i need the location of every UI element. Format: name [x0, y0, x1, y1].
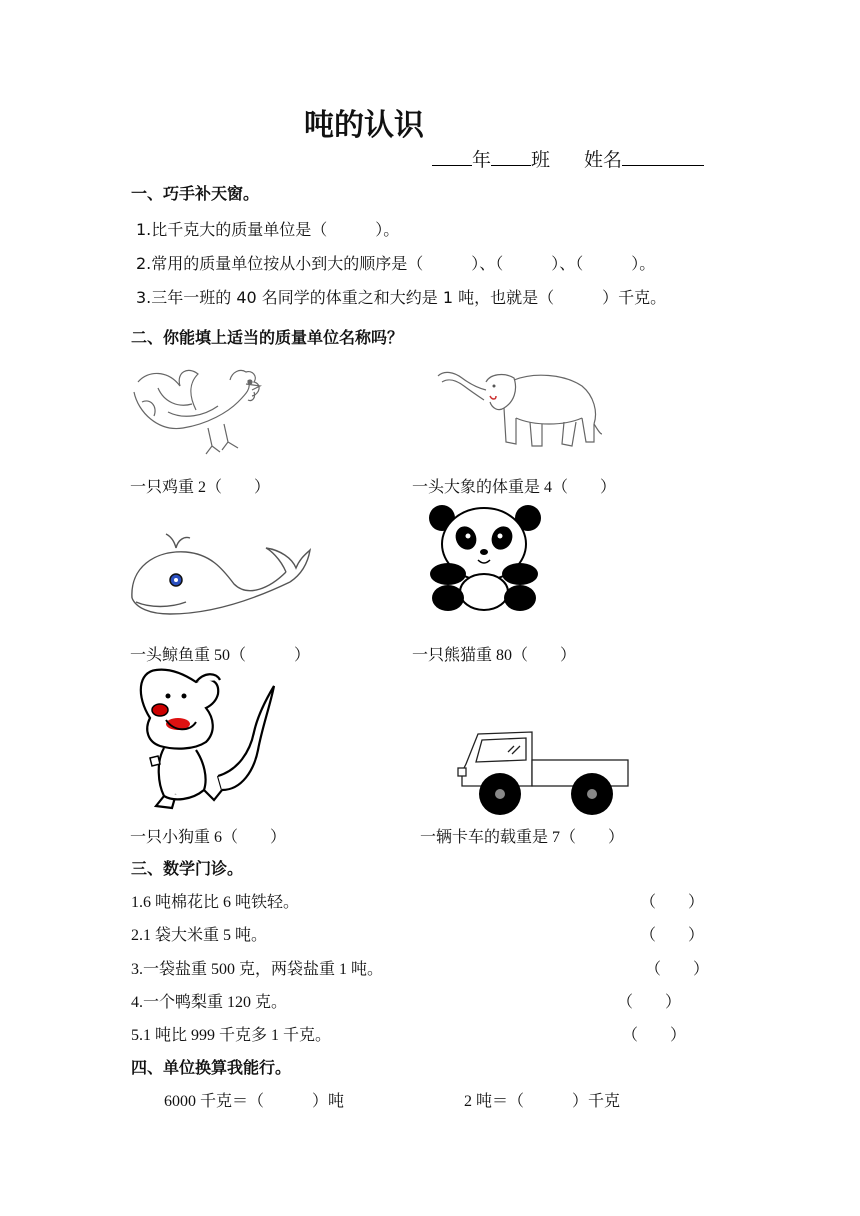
- dog-illustration: [134, 666, 280, 822]
- panda-question: 一只熊猫重 80（ ）: [412, 647, 577, 664]
- chicken-question: 一只鸡重 2（ ）: [130, 479, 271, 496]
- rooster-illustration: [128, 362, 273, 458]
- judge-mark-3[interactable]: （ ）: [645, 961, 710, 978]
- section-1-heading: 一、巧手补天窗。: [131, 184, 260, 203]
- fill-question-2: 2.常用的质量单位按从小到大的顺序是（ ）、（ ）、（ ）。: [136, 254, 656, 273]
- name-label: 姓名: [584, 149, 623, 171]
- dog-question: 一只小狗重 6（ ）: [130, 829, 287, 846]
- elephant-illustration: [434, 368, 606, 456]
- judge-mark-4[interactable]: （ ）: [617, 994, 682, 1011]
- year-blank[interactable]: [432, 147, 472, 166]
- elephant-question: 一头大象的体重是 4（ ）: [412, 479, 617, 496]
- fill-question-3: 3.三年一班的 40 名同学的体重之和大约是 1 吨，也就是（ ）千克。: [136, 288, 667, 307]
- judge-question-3: 3.一袋盐重 500 克，两袋盐重 1 吨。: [131, 961, 384, 978]
- section-3-heading: 三、数学门诊。: [131, 859, 244, 878]
- judge-question-2: 2.1 袋大米重 5 吨。: [131, 927, 268, 944]
- student-info-line: [432, 145, 704, 172]
- class-label: 班: [531, 149, 551, 171]
- convert-question-2: 2 吨＝（ ）千克: [464, 1093, 621, 1110]
- truck-question: 一辆卡车的载重是 7（ ）: [420, 829, 625, 846]
- judge-question-5: 5.1 吨比 999 千克多 1 千克。: [131, 1027, 332, 1044]
- whale-illustration: [130, 528, 312, 624]
- section-2-heading: 二、你能填上适当的质量单位名称吗？: [131, 328, 404, 347]
- judge-mark-1[interactable]: （ ）: [640, 894, 705, 911]
- whale-question: 一头鲸鱼重 50（ ）: [130, 647, 311, 664]
- class-blank[interactable]: [491, 147, 531, 166]
- name-blank[interactable]: [622, 147, 704, 166]
- truck-illustration: [458, 728, 632, 822]
- year-label: 年: [472, 149, 492, 171]
- page-title: 吨的认识: [304, 108, 424, 143]
- judge-mark-5[interactable]: （ ）: [622, 1027, 687, 1044]
- section-4-heading: 四、单位换算我能行。: [131, 1058, 292, 1077]
- judge-mark-2[interactable]: （ ）: [640, 927, 705, 944]
- panda-illustration: [428, 500, 544, 616]
- judge-question-1: 1.6 吨棉花比 6 吨铁轻。: [131, 894, 300, 911]
- judge-question-4: 4.一个鸭梨重 120 克。: [131, 994, 288, 1011]
- fill-question-1: 1.比千克大的质量单位是（ ）。: [136, 220, 400, 239]
- convert-question-1: 6000 千克＝（ ）吨: [164, 1093, 345, 1110]
